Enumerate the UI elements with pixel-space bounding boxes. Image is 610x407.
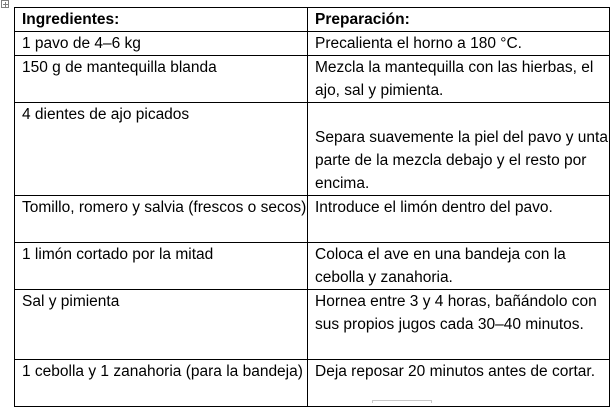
table-row bbox=[15, 32, 610, 56]
ingredient-cell[interactable]: Tomillo, romero y salvia (frescos o secos) bbox=[15, 196, 308, 243]
step-cell[interactable]: Coloca el ave en una bandeja con la cebolla y zanahoria. bbox=[308, 243, 610, 290]
table-row bbox=[15, 103, 610, 196]
step-cell[interactable]: Deja reposar 20 minutos antes de cortar. bbox=[308, 360, 610, 407]
step-cell[interactable] bbox=[308, 103, 610, 196]
table-row bbox=[15, 56, 610, 103]
table-row bbox=[15, 196, 610, 243]
step-cell[interactable]: Precalienta el horno a 180 °C. bbox=[308, 32, 610, 56]
ingredient-cell[interactable]: 1 limón cortado por la mitad bbox=[15, 243, 308, 290]
recipe-table bbox=[14, 7, 610, 407]
step-cell[interactable]: Hornea entre 3 y 4 horas, bañándolo con sus propios jugos cada 30–40 minutos. bbox=[308, 290, 610, 360]
table-move-handle-icon[interactable] bbox=[1, 0, 9, 8]
header-ingredients[interactable]: Ingredientes: bbox=[15, 8, 308, 32]
step-cell[interactable]: Introduce el limón dentro del pavo. bbox=[308, 196, 610, 243]
step-text: Separa suavemente la piel del pavo y unta parte de la mezcla debajo y el resto por encima. bbox=[315, 129, 608, 192]
table-row bbox=[15, 290, 610, 360]
table-header-row bbox=[15, 8, 610, 32]
table-row bbox=[15, 243, 610, 290]
ingredient-cell[interactable]: 150 g de mantequilla blanda bbox=[15, 56, 308, 103]
table-resize-handle[interactable] bbox=[372, 400, 432, 403]
ingredient-cell[interactable]: 1 cebolla y 1 zanahoria (para la bandeja) bbox=[15, 360, 308, 407]
ingredient-cell[interactable]: Sal y pimienta bbox=[15, 290, 308, 360]
step-cell[interactable]: Mezcla la mantequilla con las hierbas, el ajo, sal y pimienta. bbox=[308, 56, 610, 103]
table-row bbox=[15, 360, 610, 407]
ingredient-cell[interactable]: 4 dientes de ajo picados bbox=[15, 103, 308, 196]
ingredient-cell[interactable]: 1 pavo de 4–6 kg bbox=[15, 32, 308, 56]
header-preparation[interactable]: Preparación: bbox=[308, 8, 610, 32]
